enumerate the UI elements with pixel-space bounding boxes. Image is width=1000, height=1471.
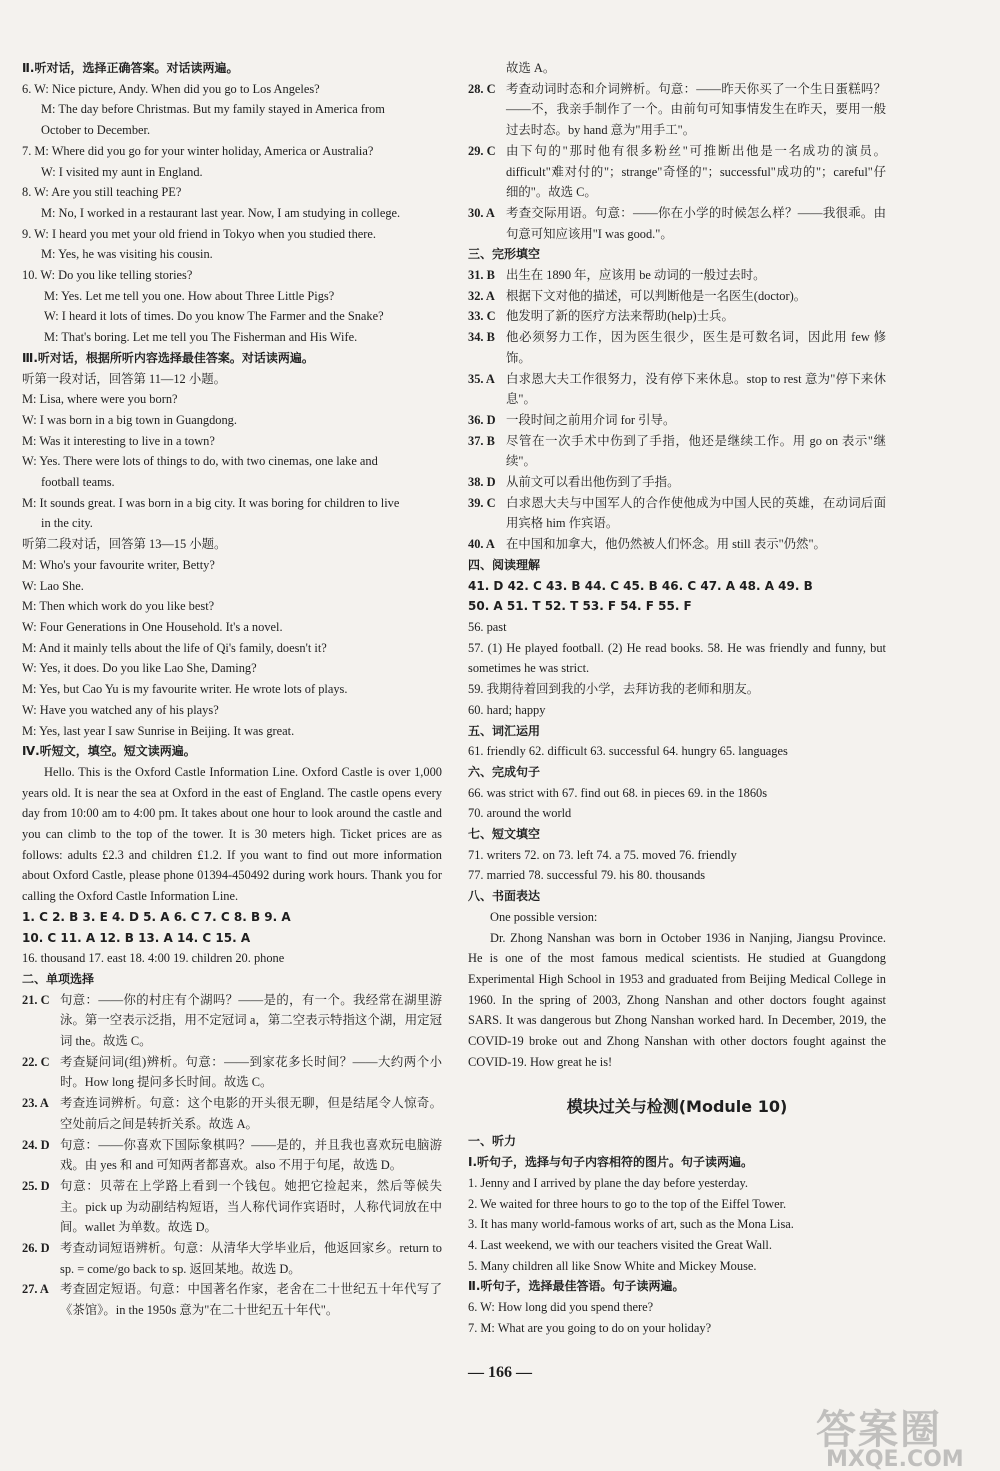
answer-number: 39. C bbox=[468, 495, 496, 510]
answer-explanation: 考查动词时态和介词辨析。句意：——昨天你买了一个生日蛋糕吗？——不，我亲手制作了一个。由前句可知事情发生在昨天，要用一般过去时态。by hand 意为"用手工"。 bbox=[506, 81, 886, 138]
right-column bbox=[468, 58, 886, 1338]
text-line: 8. W: Are you still teaching PE? bbox=[22, 185, 182, 200]
answer-number: 28. C bbox=[468, 81, 496, 96]
text-line: 2. We waited for three hours to go to the top of the Eiffel Tower. bbox=[468, 1196, 787, 1211]
answer-item bbox=[468, 534, 886, 555]
answer-item bbox=[22, 1279, 442, 1320]
text-line: 9. W: I heard you met your old friend in Tokyo when you studied there. bbox=[22, 226, 377, 241]
section-heading: Ⅲ.听对话，根据所听内容选择最佳答案。对话读两遍。 bbox=[22, 350, 314, 365]
text-line: M: Was it interesting to live in a town? bbox=[22, 433, 215, 448]
answer-item bbox=[468, 431, 886, 472]
answer-number: 30. A bbox=[468, 205, 495, 220]
answer-item bbox=[468, 265, 886, 286]
answer-explanation: 考查交际用语。句意：——你在小学的时候怎么样？——我很乖。由句意可知应该用"I was good."。 bbox=[506, 205, 886, 241]
text-line: W: Have you watched any of his plays? bbox=[22, 702, 219, 717]
answer-explanation: 考查固定短语。句意：中国著名作家，老舍在二十世纪五十年代写了《茶馆》。in the 1950s 意为"在二十世纪五十年代"。 bbox=[60, 1282, 442, 1318]
module-title: 模块过关与检测(Module 10) bbox=[566, 1097, 788, 1117]
answer-item bbox=[22, 1238, 442, 1279]
answer-item bbox=[468, 327, 886, 368]
answer-explanation: 尽管在一次手术中伤到了手指，他还是继续工作。用 go on 表示"继续"。 bbox=[506, 433, 886, 469]
section-heading: 50. A 51. T 52. T 53. F 54. F 55. F bbox=[468, 599, 692, 614]
section-heading: 一、听力 bbox=[468, 1134, 517, 1149]
section-heading: 五、词汇运用 bbox=[468, 723, 541, 738]
section-heading: 10. C 11. A 12. B 13. A 14. C 15. A bbox=[22, 930, 251, 945]
text-line: W: Yes. There were lots of things to do, with two cinemas, one lake and bbox=[22, 454, 378, 469]
answer-number: 40. A bbox=[468, 537, 495, 552]
answer-number: 23. A bbox=[22, 1096, 49, 1111]
text-line: 71. writers 72. on 73. left 74. a 75. moved 76. friendly bbox=[468, 847, 737, 862]
text-line: M: Who's your favourite writer, Betty? bbox=[22, 557, 215, 572]
text-line: 听第二段对话，回答第 13—15 小题。 bbox=[22, 537, 227, 552]
answer-explanation: 句意：贝蒂在上学路上看到一个钱包。她把它捡起来，然后等候失主。pick up 为动副结构短语，当人称代词作宾语时，人称代词放在中间。wallet 为单数。故选 D。 bbox=[60, 1178, 442, 1235]
answer-item bbox=[468, 203, 886, 244]
answer-number: 32. A bbox=[468, 288, 495, 303]
answer-number: 36. D bbox=[468, 412, 496, 427]
answer-explanation: 他必须努力工作，因为医生很少，医生是可数名词，因此用 few 修饰。 bbox=[506, 330, 886, 365]
text-line: W: I was born in a big town in Guangdong. bbox=[22, 412, 237, 427]
text-line: M: It sounds great. I was born in a big city. It was boring for children to live bbox=[22, 495, 400, 510]
text-line: M: Yes. Let me tell you one. How about Three Little Pigs? bbox=[44, 288, 335, 303]
answer-explanation: 句意：——你的村庄有个湖吗？——是的，有一个。我经常在湖里游泳。第一空表示泛指，用不定冠词 a，第二空表示特指这个湖，用定冠词 the。故选 C。 bbox=[60, 992, 442, 1049]
answer-number: 38. D bbox=[468, 475, 496, 490]
text-line: 6. W: How long did you spend there? bbox=[468, 1300, 654, 1315]
text-line: One possible version: bbox=[490, 909, 598, 924]
answer-explanation: 他发明了新的医疗方法来帮助(help)士兵。 bbox=[506, 309, 734, 324]
text-line: 听第一段对话，回答第 11—12 小题。 bbox=[22, 371, 226, 386]
watermark-url: MXQE.COM bbox=[826, 1447, 964, 1471]
paragraph: Hello. This is the Oxford Castle Information Line. Oxford Castle is over 1,000 years old. It is near the sea at Oxford in the east of England. The castle opens every day from 10:00 am to 4:00 pm. It takes about one hour to look around the castle and you can climb to the top of the tower. It is 30 meters high. Ticket prices are as follows: adults £2.3 and children £1.2. If you want to find out more information about Oxford Castle, please phone 01394-450492 during work hours. Thank you for calling the Oxford Castle Information Line. bbox=[22, 764, 442, 904]
section-heading: 1. C 2. B 3. E 4. D 5. A 6. C 7. C 8. B 9. A bbox=[22, 909, 291, 924]
section-heading: 八、书面表达 bbox=[468, 889, 541, 904]
text-line: 1. Jenny and I arrived by plane the day before yesterday. bbox=[468, 1175, 748, 1190]
answer-item bbox=[468, 306, 886, 327]
text-line: 59. 我期待着回到我的小学，去拜访我的老师和朋友。 bbox=[468, 682, 760, 697]
section-heading: Ⅳ.听短文，填空。短文读两遍。 bbox=[22, 744, 196, 759]
answer-number: 27. A bbox=[22, 1282, 49, 1297]
text-line: 16. thousand 17. east 18. 4:00 19. children 20. phone bbox=[22, 951, 285, 966]
answer-explanation: 白求恩大夫与中国军人的合作使他成为中国人民的英雄，在动词后面用宾格 him 作宾语。 bbox=[506, 495, 886, 531]
text-line: W: I visited my aunt in England. bbox=[41, 164, 203, 179]
answer-line: 57. (1) He played football. (2) He read books. 58. He was friendly and funny, but sometimes he was strict. bbox=[468, 640, 886, 676]
text-line: 56. past bbox=[468, 619, 507, 634]
answer-explanation: 从前文可以看出他伤到了手指。 bbox=[506, 475, 680, 490]
text-line: M: Yes, but Cao Yu is my favourite writer. He wrote lots of plays. bbox=[22, 682, 348, 697]
left-column bbox=[22, 58, 442, 1321]
text-line: 77. married 78. successful 79. his 80. thousands bbox=[468, 868, 706, 883]
answer-number: 29. C bbox=[468, 143, 496, 158]
text-line: M: Yes, he was visiting his cousin. bbox=[41, 247, 213, 262]
answer-explanation: 根据下文对他的描述，可以判断他是一名医生(doctor)。 bbox=[506, 288, 807, 303]
text-line: M: And it mainly tells about the life of Qi's family, doesn't it? bbox=[22, 640, 327, 655]
answer-item bbox=[22, 1176, 442, 1238]
section-heading: 二、单项选择 bbox=[22, 971, 95, 986]
text-line: 61. friendly 62. difficult 63. successful 64. hungry 65. languages bbox=[468, 744, 788, 759]
answer-explanation: 句意：——你喜欢下国际象棋吗？——是的，并且我也喜欢玩电脑游戏。由 yes 和 and 可知两者都喜欢。also 不用于句尾，故选 D。 bbox=[60, 1137, 442, 1173]
section-heading: 41. D 42. C 43. B 44. C 45. B 46. C 47. A 48. A 49. B bbox=[468, 578, 813, 593]
corner-mark bbox=[0, 0, 40, 20]
answer-explanation: 考查疑问词(组)辨析。句意：——到家花多长时间？——大约两个小时。How long 提问多长时间。故选 C。 bbox=[60, 1054, 442, 1090]
text-line: W: Lao She. bbox=[22, 578, 84, 593]
text-line: 4. Last weekend, we with our teachers visited the Great Wall. bbox=[468, 1237, 772, 1252]
answer-explanation: 由下句的"那时他有很多粉丝"可推断出他是一名成功的演员。difficult"难对付的"；strange"奇怪的"；successful"成功的"；careful"仔细的"。故选 C。 bbox=[506, 143, 886, 200]
text-line: M: No, I worked in a restaurant last year. Now, I am studying in college. bbox=[41, 205, 401, 220]
text-line: in the city. bbox=[41, 516, 93, 531]
answer-item bbox=[468, 286, 886, 307]
answer-item bbox=[468, 369, 886, 410]
answer-number: 22. C bbox=[22, 1054, 50, 1069]
page-number: — 166 — bbox=[468, 1364, 532, 1381]
watermark-text: 答案圈 bbox=[816, 1407, 942, 1453]
section-heading: Ⅰ.听句子，选择与句子内容相符的图片。句子读两遍。 bbox=[468, 1155, 754, 1170]
answer-item bbox=[468, 79, 886, 141]
answer-number: 34. B bbox=[468, 330, 495, 345]
answer-number: 25. D bbox=[22, 1178, 50, 1193]
section-heading: 六、完成句子 bbox=[468, 764, 541, 779]
text-line: 6. W: Nice picture, Andy. When did you go to Los Angeles? bbox=[22, 81, 320, 96]
answer-number: 37. B bbox=[468, 433, 495, 448]
text-line: football teams. bbox=[41, 475, 115, 490]
text-line: W: Yes, it does. Do you like Lao She, Daming? bbox=[22, 661, 257, 676]
text-line: 70. around the world bbox=[468, 806, 572, 821]
section-heading: 四、阅读理解 bbox=[468, 557, 541, 572]
answer-number: 24. D bbox=[22, 1137, 50, 1152]
answer-item bbox=[22, 1135, 442, 1176]
text-line: M: That's boring. Let me tell you The Fisherman and His Wife. bbox=[44, 330, 358, 345]
answer-number: 26. D bbox=[22, 1241, 50, 1256]
answer-item bbox=[468, 410, 886, 431]
text-line: M: Yes, last year I saw Sunrise in Beijing. It was great. bbox=[22, 723, 295, 738]
answer-item bbox=[22, 1052, 442, 1093]
text-line: 3. It has many world-famous works of art, such as the Mona Lisa. bbox=[468, 1217, 794, 1232]
answer-item bbox=[468, 493, 886, 534]
answer-item bbox=[468, 472, 886, 493]
answer-explanation: 出生在 1890 年，应该用 be 动词的一般过去时。 bbox=[506, 268, 766, 283]
answer-explanation: 一段时间之前用介词 for 引导。 bbox=[506, 412, 676, 427]
text-line: M: The day before Christmas. But my family stayed in America from bbox=[41, 102, 385, 117]
answer-explanation: 白求恩大夫工作很努力，没有停下来休息。stop to rest 意为"停下来休息"。 bbox=[506, 371, 886, 407]
text-line: October to December. bbox=[41, 123, 151, 138]
text-line: 故选 A。 bbox=[506, 61, 556, 75]
text-line: M: Then which work do you like best? bbox=[22, 599, 215, 614]
answer-explanation: 在中国和加拿大，他仍然被人们怀念。用 still 表示"仍然"。 bbox=[506, 537, 826, 552]
answer-item bbox=[22, 990, 442, 1052]
section-heading: Ⅱ.听对话，选择正确答案。对话读两遍。 bbox=[22, 61, 239, 75]
section-heading: 七、短文填空 bbox=[468, 827, 541, 842]
text-line: 10. W: Do you like telling stories? bbox=[22, 268, 193, 283]
answer-number: 21. C bbox=[22, 992, 50, 1007]
text-line: W: Four Generations in One Household. It's a novel. bbox=[22, 619, 283, 634]
text-line: 60. hard; happy bbox=[468, 702, 546, 717]
text-line: W: I heard it lots of times. Do you know The Farmer and the Snake? bbox=[44, 309, 384, 324]
section-heading: 三、完形填空 bbox=[468, 247, 541, 262]
section-heading: Ⅱ.听句子，选择最佳答语。句子读两遍。 bbox=[468, 1279, 685, 1294]
answer-item bbox=[468, 141, 886, 203]
text-line: 7. M: What are you going to do on your holiday? bbox=[468, 1320, 712, 1335]
text-line: 7. M: Where did you go for your winter holiday, America or Australia? bbox=[22, 143, 374, 158]
text-line: M: Lisa, where were you born? bbox=[22, 392, 178, 407]
text-line: 5. Many children all like Snow White and Mickey Mouse. bbox=[468, 1258, 757, 1273]
answer-explanation: 考查连词辨析。句意：这个电影的开头很无聊，但是结尾令人惊奇。空处前后之间是转折关系。故选 A。 bbox=[60, 1096, 442, 1131]
answer-explanation: 考查动词短语辨析。句意：从清华大学毕业后，他返回家乡。return to sp. = come/go back to sp. 返回某地。故选 D。 bbox=[60, 1241, 442, 1276]
answer-number: 31. B bbox=[468, 268, 495, 283]
answer-item bbox=[22, 1093, 442, 1134]
answer-number: 33. C bbox=[468, 309, 496, 324]
watermark-logo bbox=[816, 1398, 986, 1471]
answer-number: 35. A bbox=[468, 371, 495, 386]
text-line: 66. was strict with 67. find out 68. in pieces 69. in the 1860s bbox=[468, 785, 768, 800]
paragraph: Dr. Zhong Nanshan was born in October 1936 in Nanjing, Jiangsu Province. He is one of the most famous medical scientists. He studied at Guangdong Experimental High School in 1953 and graduated from Beijing Medical College in 1960. In the spring of 2003, Zhong Nanshan and other doctors fought against SARS. It was dangerous but Zhong Nanshan worked hard. In December, 2019, the COVID-19 broke out and Zhong Nanshan with other doctors fought against the COVID-19. How great he is! bbox=[468, 930, 886, 1069]
